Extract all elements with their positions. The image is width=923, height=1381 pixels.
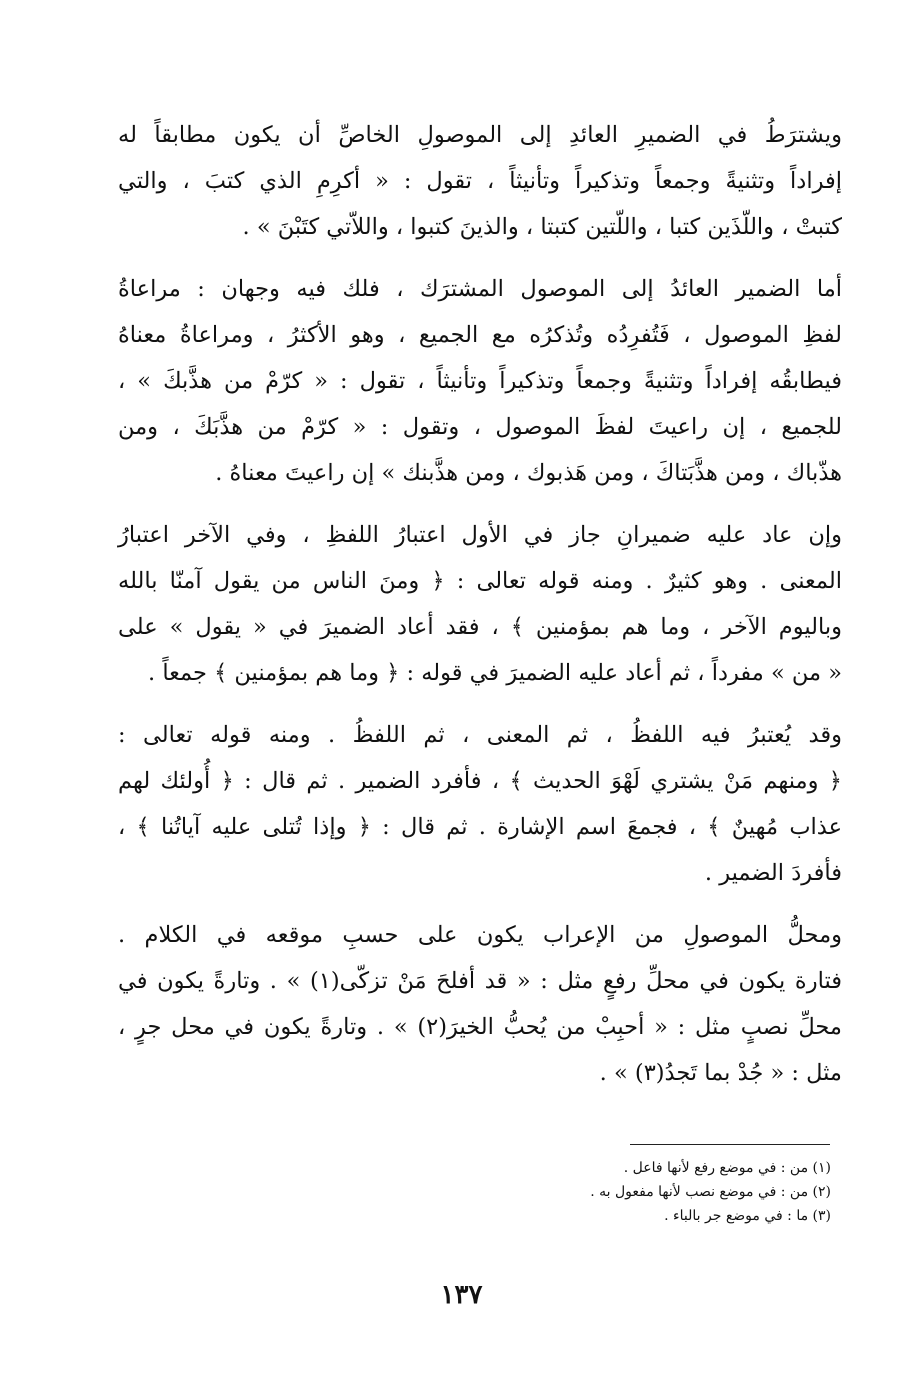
paragraph-special-relative-pronoun bbox=[118, 112, 842, 250]
text-line: كتبتْ ، واللّذَين كتبا ، واللّتين كتبتا ، والذينَ كتبوا ، واللاّتي كتَبْنَ » . bbox=[242, 214, 842, 240]
text-line: « من » مفرداً ، ثم أعاد عليه الضميرَ في قوله : ﴿ وما هم بمؤمنين ﴾ جمعاً . bbox=[148, 660, 842, 686]
text-line: ومحلُّ الموصولِ من الإعراب يكون على حسبِ موقعه في الكلام . bbox=[118, 922, 842, 948]
footnote: (١) من : في موضع رفع لأنها فاعل . bbox=[623, 1160, 831, 1176]
footnotes bbox=[411, 1156, 831, 1228]
text-line: مثل : « جُدْ بما تَجدُ(٣) » . bbox=[599, 1060, 842, 1086]
text-line: أما الضمير العائدُ إلى الموصول المشترَك ، فلك فيه وجهان : مراعاةُ bbox=[118, 276, 842, 302]
text-line: وباليوم الآخر ، وما هم بمؤمنين ﴾ ، فقد أعاد الضميرَ في « يقول » على bbox=[118, 614, 842, 640]
text-line: عذاب مُهينٌ ﴾ ، فجمعَ اسم الإشارة . ثم قال : ﴿ وإذا تُتلى عليه آياتُنا ﴾ ، bbox=[118, 814, 842, 840]
paragraph-grammatical-position bbox=[118, 912, 842, 1096]
text-line: فأفردَ الضمير . bbox=[704, 860, 842, 886]
footnote: (٢) من : في موضع نصب لأنها مفعول به . bbox=[590, 1184, 831, 1200]
paragraph-word-meaning-word bbox=[118, 712, 842, 896]
text-line: إفراداً وتثنيةً وجمعاً وتذكيراً وتأنيثاً ، تقول : « أكرِمِ الذي كتبَ ، والتي bbox=[118, 168, 842, 194]
text-line: وقد يُعتبرُ فيه اللفظُ ، ثم المعنى ، ثم اللفظُ . ومنه قوله تعالى : bbox=[118, 722, 842, 748]
text-line: هذّباك ، ومن هذَّبَتاكَ ، ومن هَذبوك ، ومن هذَّبنك » إن راعيتَ معناهُ . bbox=[215, 460, 842, 486]
paragraph-two-pronouns bbox=[118, 512, 842, 696]
footnote-divider bbox=[630, 1144, 830, 1145]
page-number: ١٣٧ bbox=[440, 1280, 483, 1310]
text-line: ﴿ ومنهم مَنْ يشتري لَهْوَ الحديث ﴾ ، فأفرد الضمير . ثم قال : ﴿ أُولئك لهم bbox=[118, 768, 842, 794]
text-line: فيطابقُه إفراداً وتثنيةً وجمعاً وتذكيراً وتأنيثاً ، تقول : « كرّمْ من هذَّبكَ » ، bbox=[118, 368, 842, 394]
footnote: (٣) ما : في موضع جر بالباء . bbox=[664, 1208, 831, 1224]
text-line: ويشترَطُ في الضميرِ العائدِ إلى الموصولِ الخاصِّ أن يكون مطابقاً له bbox=[118, 122, 842, 148]
text-line: لفظِ الموصول ، فَتُفرِدُه وتُذكرُه مع الجميع ، وهو الأكثرُ ، ومراعاةُ معناهُ bbox=[118, 322, 842, 348]
text-line: فتارة يكون في محلِّ رفعٍ مثل : « قد أفلحَ مَنْ تزكّى(١) » . وتارةً يكون في bbox=[118, 968, 842, 994]
text-line: محلِّ نصبٍ مثل : « أحبِبْ من يُحبُّ الخيرَ(٢) » . وتارةً يكون في محل جرٍ ، bbox=[118, 1014, 842, 1040]
text-line: للجميع ، إن راعيتَ لفظَ الموصول ، وتقول : « كرّمْ من هذَّبَكَ ، ومن bbox=[118, 414, 842, 440]
paragraph-common-relative-pronoun bbox=[118, 266, 842, 496]
body-text bbox=[118, 112, 842, 1096]
text-line: المعنى . وهو كثيرٌ . ومنه قوله تعالى : ﴿ ومنَ الناس من يقول آمنّا بالله bbox=[118, 568, 842, 594]
text-line: وإن عاد عليه ضميرانِ جاز في الأول اعتبارُ اللفظِ ، وفي الآخر اعتبارُ bbox=[118, 522, 842, 548]
